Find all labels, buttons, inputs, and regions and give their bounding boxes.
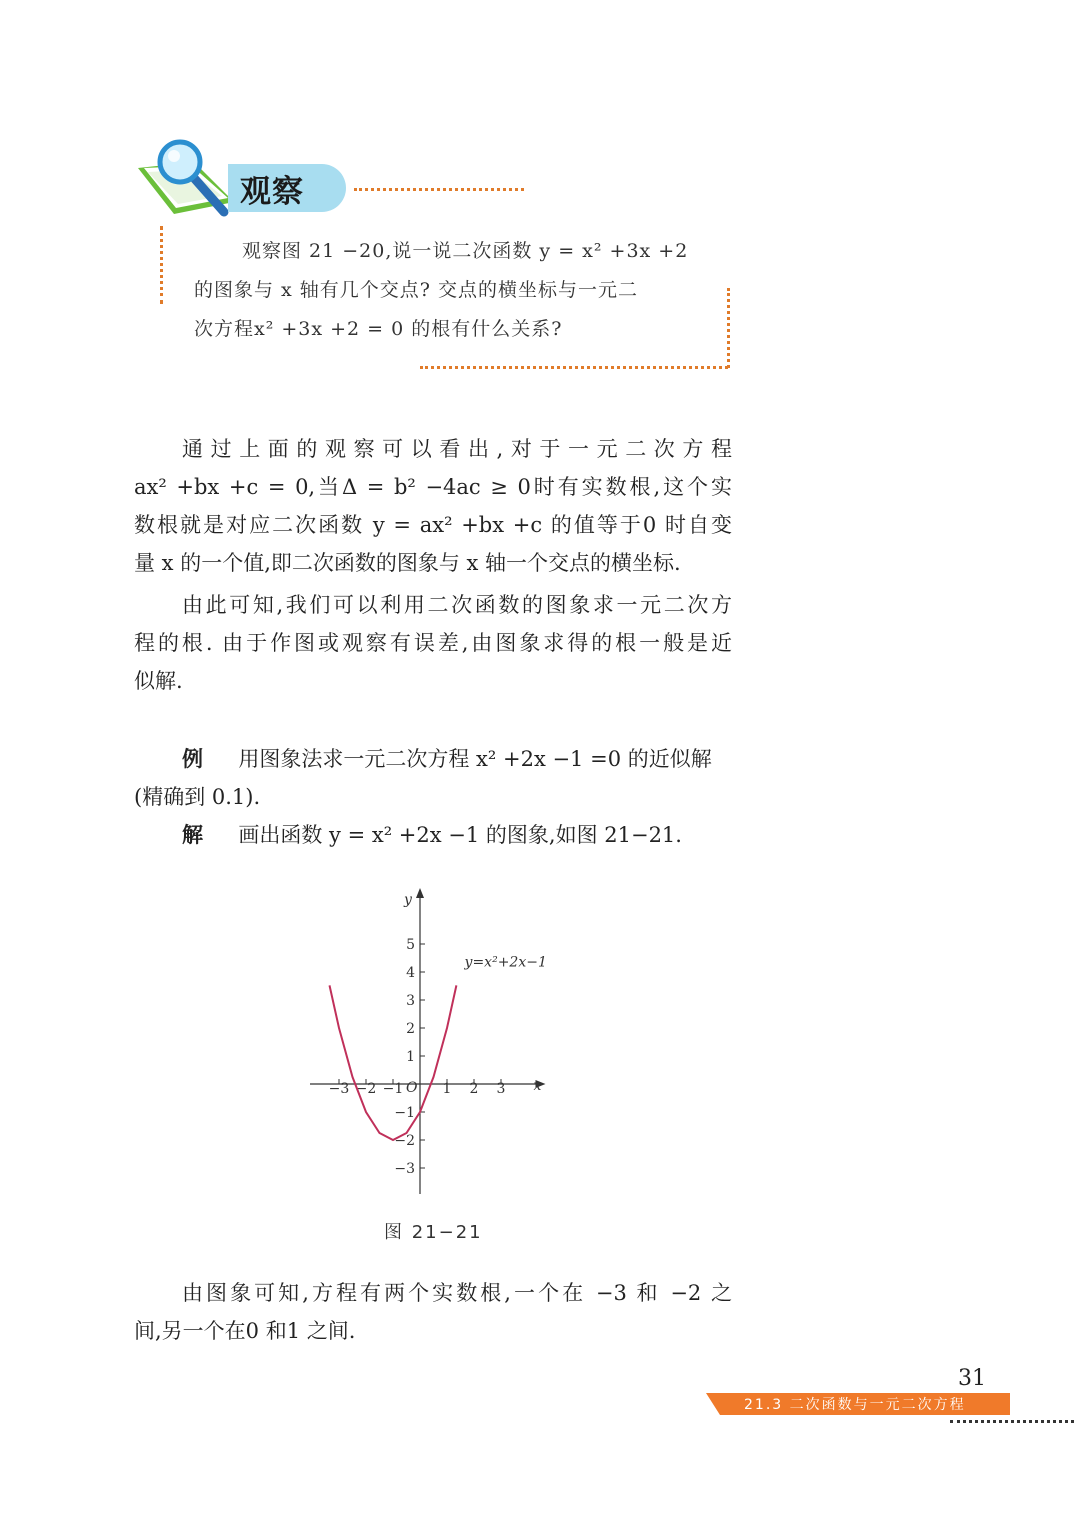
curve-label: y=x²+2x−1 [464, 954, 547, 971]
example-text-2: (精确到 0.1). [134, 785, 261, 809]
paragraph-discriminant [134, 430, 732, 582]
example-text: 用图象法求一元二次方程 x² +2x −1 =0 的近似解 [238, 747, 712, 771]
conclusion-paragraph [134, 1274, 732, 1350]
x-tick-label: −1 [382, 1081, 404, 1097]
text-line: 由此可知,我们可以利用二次函数的图象求一元二次方 [182, 593, 732, 617]
observe-question [194, 232, 714, 349]
y-tick-label: −2 [394, 1133, 415, 1149]
dotted-border-left [160, 226, 163, 304]
dotted-border-bottom [420, 366, 728, 369]
observe-line: 观察图 21 −20,说一说二次函数 y = x² +3x +2 [242, 240, 689, 262]
text-line: 量 x 的一个值,即二次函数的图象与 x 轴一个交点的横坐标. [134, 551, 681, 575]
text-line: 似解. [134, 669, 183, 693]
text-line: 间,另一个在0 和1 之间. [134, 1319, 356, 1343]
text-line: 程的根. 由于作图或观察有误差,由图象求得的根一般是近 [134, 631, 732, 655]
page-number: 31 [958, 1366, 986, 1391]
x-tick-label: −2 [355, 1081, 377, 1097]
solution-label: 解 [182, 823, 203, 847]
y-axis-label: y [404, 892, 412, 908]
text-line: 通过上面的观察可以看出,对于一元二次方程 [182, 437, 732, 461]
paragraph-conclusion-method [134, 586, 732, 700]
x-tick-label: 1 [442, 1081, 452, 1097]
x-tick-label: −3 [328, 1081, 350, 1097]
y-tick-label: 1 [406, 1049, 415, 1065]
y-tick-label: 2 [406, 1021, 415, 1037]
x-axis-label: x [533, 1078, 542, 1094]
dotted-border-right [727, 288, 730, 368]
origin-label: O [406, 1080, 418, 1096]
solution-text: 画出函数 y = x² +2x −1 的图象,如图 21−21. [238, 823, 682, 847]
figure-caption: 图 21−21 [384, 1222, 483, 1243]
observe-line: 的图象与 x 轴有几个交点? 交点的横坐标与一元二 [194, 279, 639, 301]
text-line: 数根就是对应二次函数 y = ax² +bx +c 的值等于0 时自变 [134, 513, 732, 537]
section-footer-text: 21.3 二次函数与一元二次方程 [744, 1397, 966, 1413]
y-tick-label: 3 [406, 993, 415, 1009]
y-tick-label: −1 [394, 1105, 415, 1121]
observe-line: 次方程x² +3x +2 = 0 的根有什么关系? [194, 318, 563, 340]
parabola-curve [330, 985, 457, 1140]
y-tick-label: 5 [406, 937, 415, 953]
y-tick-label: 4 [406, 965, 415, 981]
text-line: 由图象可知,方程有两个实数根,一个在 −3 和 −2 之 [182, 1281, 732, 1305]
x-tick-label: 2 [469, 1081, 479, 1097]
y-tick-label: −3 [394, 1161, 415, 1177]
y-axis-arrow [416, 888, 424, 898]
footer-dots [950, 1420, 1074, 1423]
example-block [134, 740, 732, 854]
text-line: ax² +bx +c = 0,当Δ = b² −4ac ≥ 0时有实数根,这个实 [134, 475, 732, 499]
example-label: 例 [182, 747, 203, 771]
function-graph [300, 884, 570, 1194]
dotted-border-top [354, 188, 524, 191]
observe-title: 观察 [240, 174, 304, 210]
x-tick-label: 3 [496, 1081, 506, 1097]
